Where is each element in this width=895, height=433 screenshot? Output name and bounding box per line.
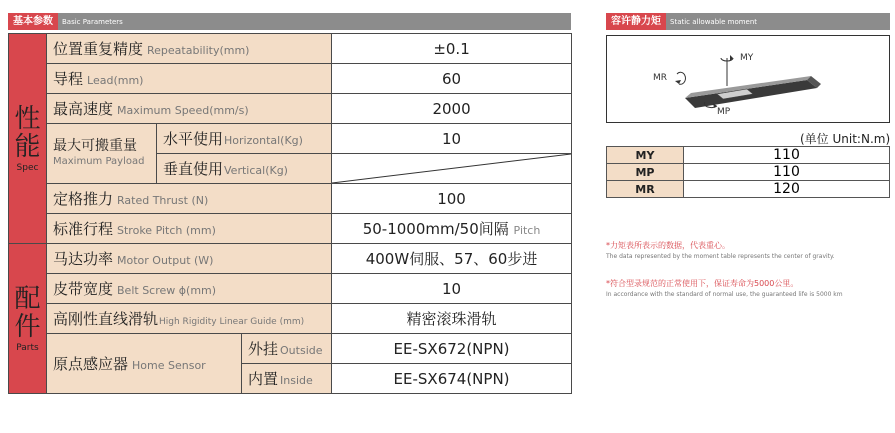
belt-value: 10 [332,274,572,304]
payload-label: 最大可搬重量 Maximum Payload [47,124,157,184]
table-row [9,274,572,304]
header-en: Basic Parameters [62,18,123,26]
speed-value: 2000 [332,94,572,124]
basic-parameters-header [8,13,571,30]
table-row [607,181,890,198]
static-moment-header [606,13,890,30]
moment-header-en: Static allowable moment [670,18,758,26]
sensor-label: 原点感应器 Home Sensor [47,334,242,394]
lead-value: 60 [332,64,572,94]
guide-value: 精密滚珠滑轨 [332,304,572,334]
table-row [9,64,572,94]
payload-horizontal-value: 10 [332,124,572,154]
moment-key: MR [607,181,684,198]
stroke-label: 标准行程 Stroke Pitch (mm) [47,214,332,244]
repeatability-label: 位置重复精度 Repeatability(mm) [47,34,332,64]
header-zh: 基本参数 [8,13,58,30]
belt-label: 皮带宽度 Belt Screw ϕ(mm) [47,274,332,304]
payload-horizontal-label: 水平使用Horizontal(Kg) [157,124,332,154]
speed-label: 最高速度 Maximum Speed(mm/s) [47,94,332,124]
my-label: MY [740,53,754,63]
parts-side-label: 配 件 Parts [9,244,47,394]
moment-value: 110 [684,164,890,181]
note-guaranteed-life: *符合型录规范的正常使用下，保证寿命为5000公里。 In accordance with the standard of normal use, the guaranteed life is 5000 km [606,279,843,298]
lead-label: 导程 Lead(mm) [47,64,332,94]
sensor-outside-value: EE-SX672(NPN) [332,334,572,364]
repeatability-value: ±0.1 [332,34,572,64]
thrust-label: 定格推力 Rated Thrust (N) [47,184,332,214]
spec-side-label: 性 能 Spec [9,34,47,244]
motor-value: 400W伺服、57、60步进 [332,244,572,274]
moment-value: 110 [684,147,890,164]
mp-label: MP [717,107,731,117]
table-row [9,34,572,64]
guide-label: 高刚性直线滑轨High Rigidity Linear Guide (mm) [47,304,332,334]
diagonal-line [332,154,571,183]
table-row [9,214,572,244]
thrust-value: 100 [332,184,572,214]
table-row [9,124,572,154]
note-center-of-gravity: *力矩表所表示的数据，代表重心。 The data represented by the moment table represents the center of gravity. [606,241,835,260]
unit-label: (单位 Unit:N.m) [800,132,891,146]
table-row [607,164,890,181]
moment-value: 120 [684,181,890,198]
linear-module-illustration [607,36,889,122]
sensor-inside-label: 内置 Inside [242,364,332,394]
table-row [9,94,572,124]
table-row [607,147,890,164]
stroke-value: 50-1000mm/50间隔 Pitch [332,214,572,244]
table-row [9,184,572,214]
table-row [9,334,572,364]
moment-table [606,146,890,198]
sensor-inside-value: EE-SX674(NPN) [332,364,572,394]
table-row [9,304,572,334]
spec-table [8,33,572,394]
moment-key: MY [607,147,684,164]
motor-label: 马达功率 Motor Output (W) [47,244,332,274]
table-row [9,244,572,274]
payload-vertical-label: 垂直使用Vertical(Kg) [157,154,332,184]
moment-diagram [606,35,890,123]
sensor-outside-label: 外挂 Outside [242,334,332,364]
moment-key: MP [607,164,684,181]
payload-vertical-value [332,154,572,184]
mr-label: MR [653,73,668,83]
moment-header-zh: 容许静力矩 [606,13,666,30]
